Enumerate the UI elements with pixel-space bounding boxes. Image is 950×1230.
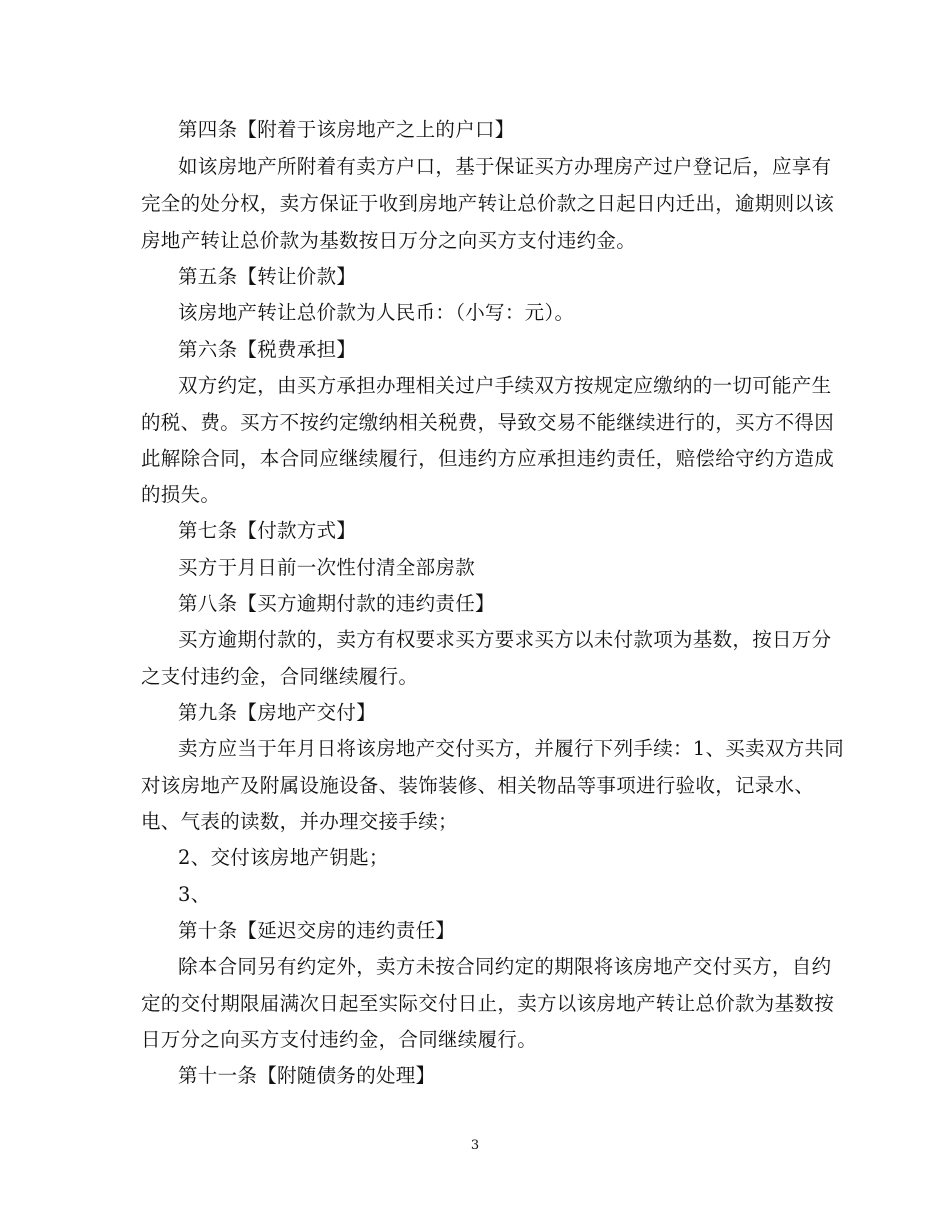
article-4-text-line-3: 房地产转让总价款为基数按日万分之向买方支付违约金。 xyxy=(141,229,637,252)
article-7-text: 买方于月日前一次性付清全部房款 xyxy=(178,556,476,579)
article-6-text-line-3: 此解除合同，本合同应继续履行，但违约方应承担违约责任，赔偿给守约方造成 xyxy=(141,447,835,470)
article-11-heading: 第十一条【附随债务的处理】 xyxy=(178,1064,436,1087)
article-10-text-line-3: 日万分之向买方支付违约金，合同继续履行。 xyxy=(141,1028,538,1051)
article-6-text-line-2: 的税、费。买方不按约定缴纳相关税费，导致交易不能继续进行的，买方不得因 xyxy=(141,411,835,434)
article-8-text-line-2: 之支付违约金，合同继续履行。 xyxy=(141,665,419,688)
article-9-item-3: 3、 xyxy=(178,883,211,906)
article-10-text-line-1: 除本合同另有约定外，卖方未按合同约定的期限将该房地产交付买方，自约 xyxy=(178,955,832,978)
article-6-text-line-1: 双方约定，由买方承担办理相关过户手续双方按规定应缴纳的一切可能产生 xyxy=(178,374,832,397)
article-5-text: 该房地产转让总价款为人民币：（小写：元）。 xyxy=(178,301,575,324)
article-9-text-line-1: 卖方应当于年月日将该房地产交付买方，并履行下列手续：1、买卖双方共同 xyxy=(178,737,845,760)
article-5-heading: 第五条【转让价款】 xyxy=(178,265,357,288)
article-4-heading: 第四条【附着于该房地产之上的户口】 xyxy=(178,118,515,141)
article-8-heading: 第八条【买方逾期付款的违约责任】 xyxy=(178,592,495,615)
article-9-text-line-2: 对该房地产及附属设施设备、装饰装修、相关物品等事项进行验收，记录水、 xyxy=(141,774,815,797)
article-8-text-line-1: 买方逾期付款的，卖方有权要求买方要求买方以未付款项为基数，按日万分 xyxy=(178,628,832,651)
article-9-text-line-3: 电、气表的读数，并办理交接手续； xyxy=(141,810,458,833)
article-4-text-line-1: 如该房地产所附着有卖方户口，基于保证买方办理房产过户登记后，应享有 xyxy=(178,155,832,178)
article-7-heading: 第七条【付款方式】 xyxy=(178,519,357,542)
article-10-heading: 第十条【延迟交房的违约责任】 xyxy=(178,919,456,942)
article-6-heading: 第六条【税费承担】 xyxy=(178,338,357,361)
article-9-item-2: 2、交付该房地产钥匙； xyxy=(178,846,389,869)
page-number: 3 xyxy=(470,1138,480,1153)
article-10-text-line-2: 定的交付期限届满次日起至实际交付日止，卖方以该房地产转让总价款为基数按 xyxy=(141,992,835,1015)
article-9-heading: 第九条【房地产交付】 xyxy=(178,701,377,724)
article-6-text-line-4: 的损失。 xyxy=(141,483,221,506)
article-4-text-line-2: 完全的处分权，卖方保证于收到房地产转让总价款之日起日内迁出，逾期则以该 xyxy=(141,192,835,215)
